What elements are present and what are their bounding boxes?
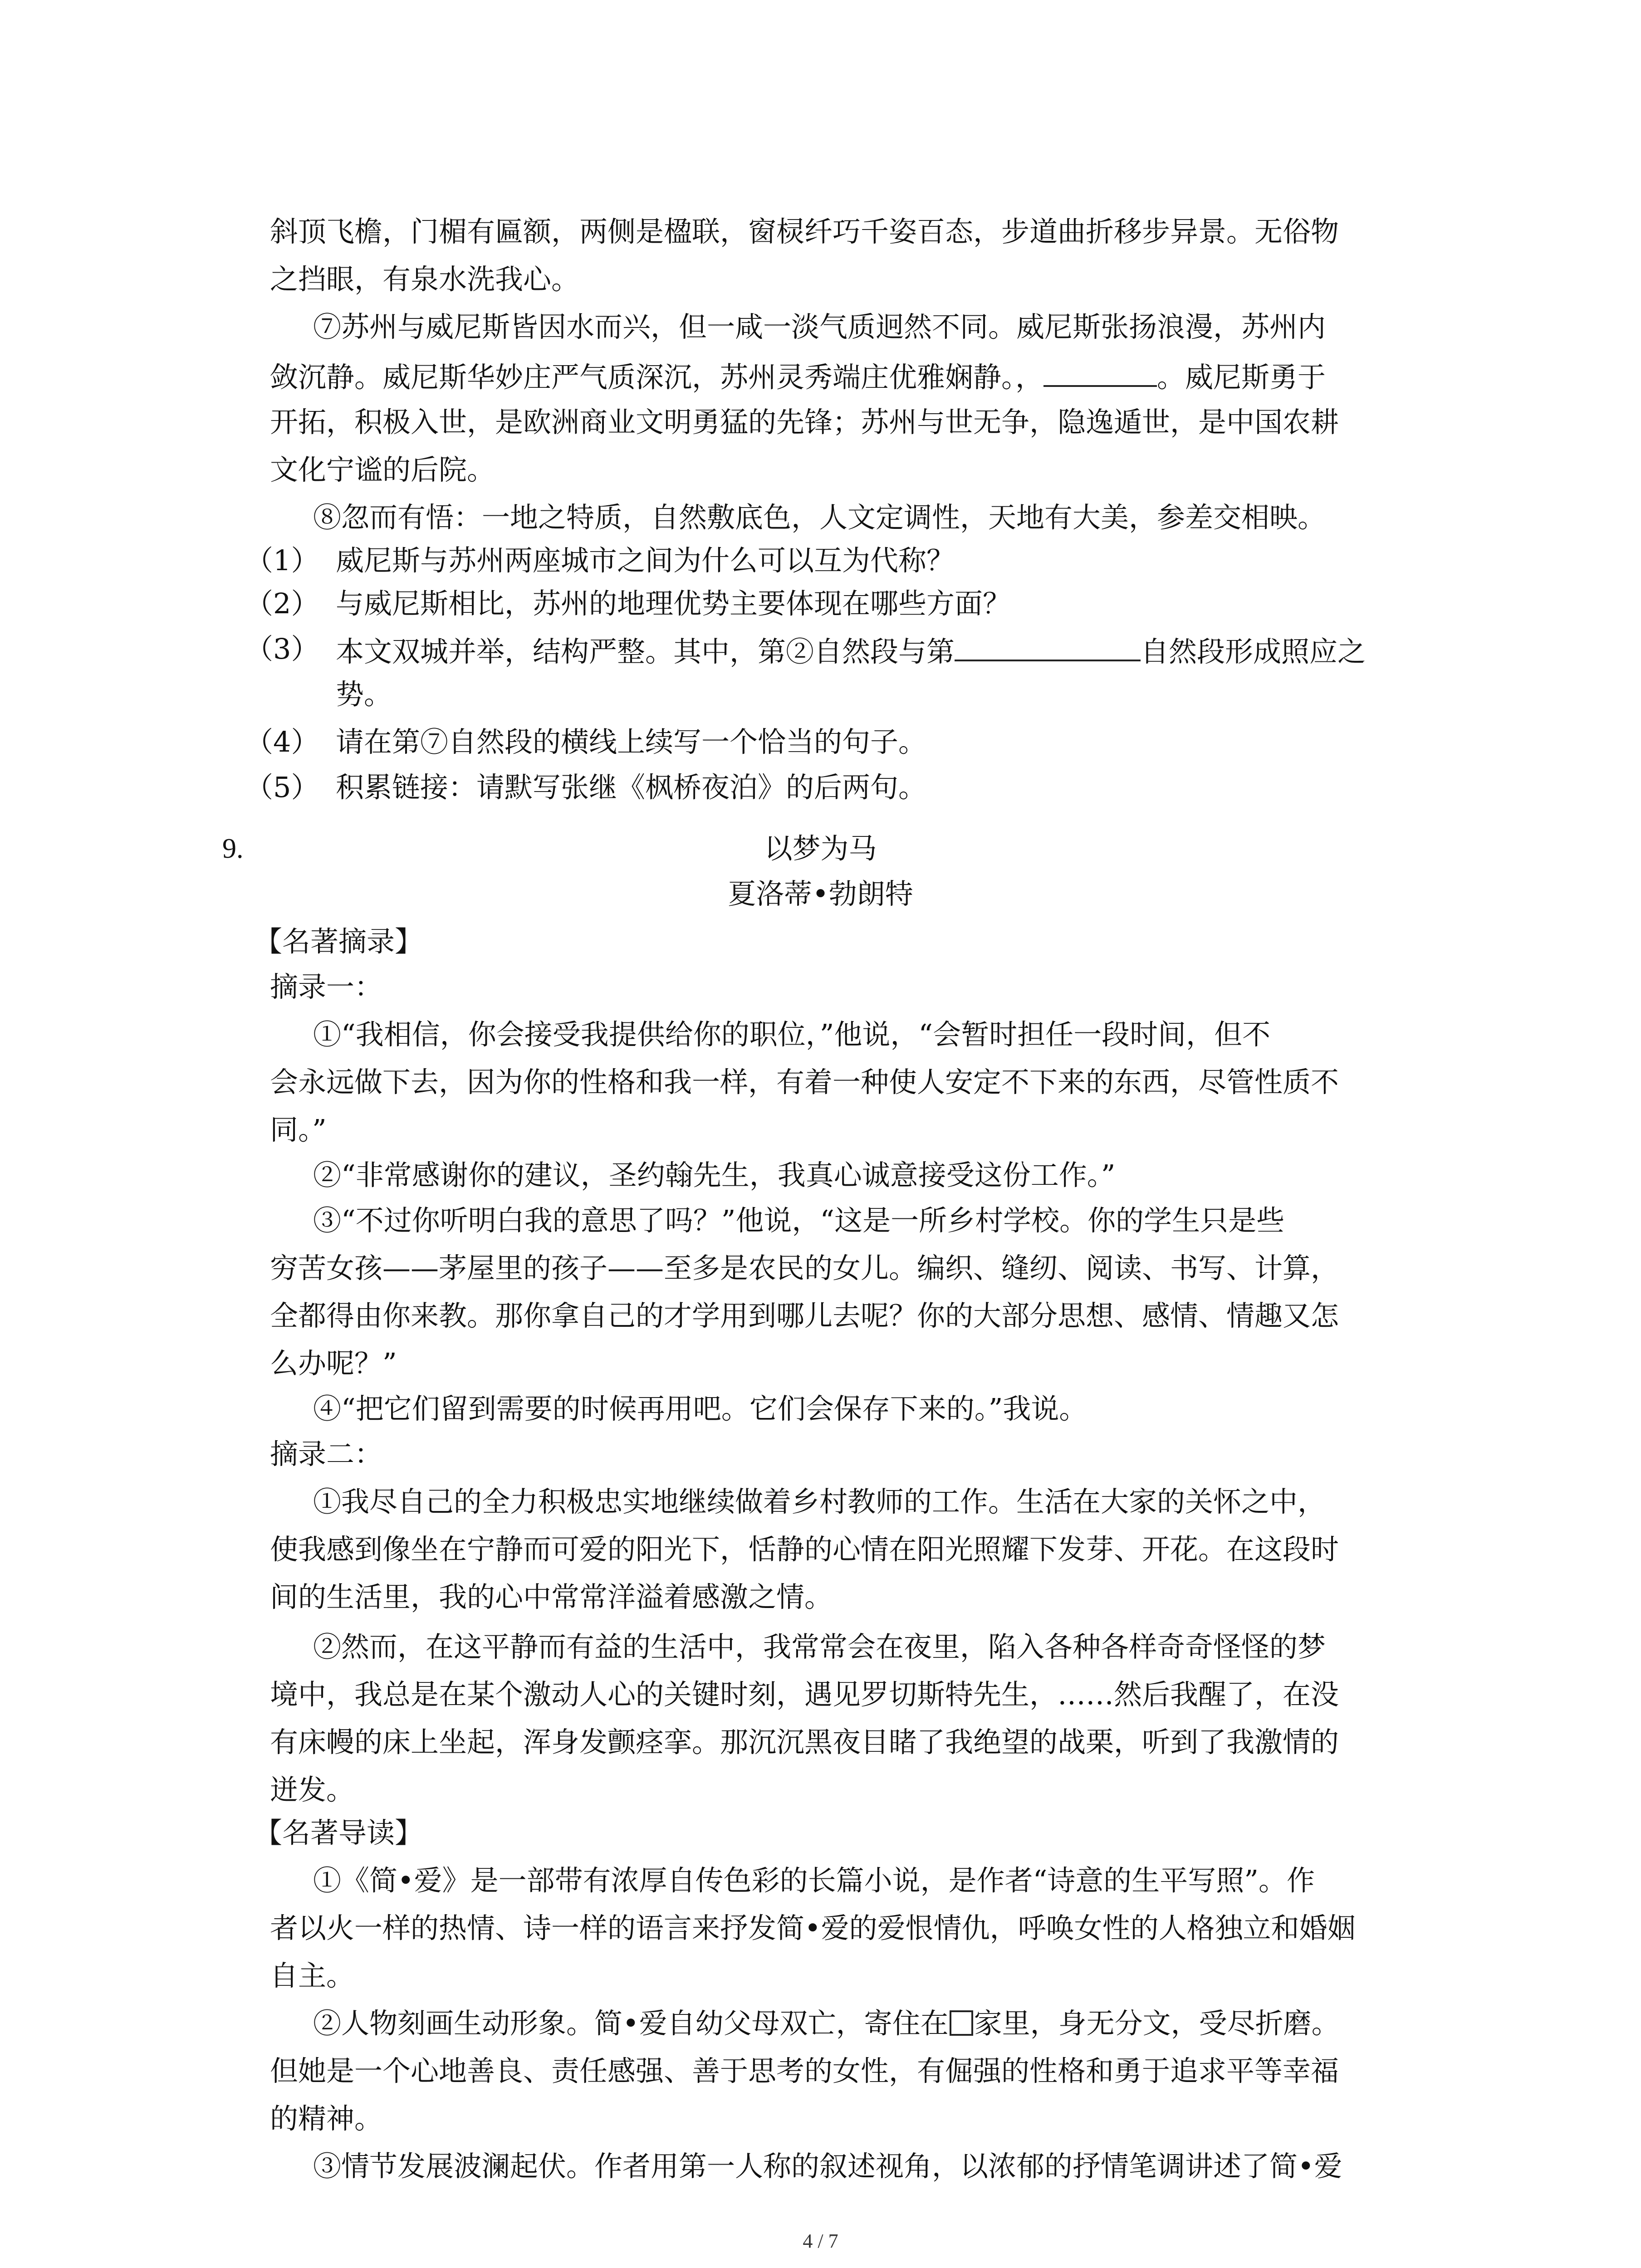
question-number: （3） <box>245 632 319 665</box>
excerpt-line: 迸发。 <box>270 1773 355 1806</box>
question-text: 自然段形成照应之 <box>1141 635 1366 668</box>
question-number: （2） <box>245 587 319 620</box>
excerpt-2-label: 摘录二： <box>270 1437 383 1471</box>
passage-line <box>270 361 1326 394</box>
excerpt-line: 使我感到像坐在宁静而可爱的阳光下，恬静的心情在阳光照耀下发芽、开花。在这段时 <box>270 1533 1339 1566</box>
guide-line <box>313 2009 1340 2038</box>
question-text: 威尼斯与苏州两座城市之间为什么可以互为代称？ <box>336 544 955 577</box>
excerpt-line: 全都得由你来教。那你拿自己的才学用到哪儿去呢？你的大部分思想、感情、情趣又怎 <box>270 1299 1339 1332</box>
excerpt-line: ②然而，在这平静而有益的生活中，我常常会在夜里，陷入各种各样奇奇怪怪的梦 <box>313 1630 1326 1663</box>
guide-line: ①《简•爱》是一部带有浓厚自传色彩的长篇小说，是作者“诗意的生平写照”。作 <box>313 1864 1315 1897</box>
question-text-wrap <box>336 635 1366 666</box>
guide-text: ②人物刻画生动形象。简•爱自幼父母双亡，寄住在 <box>313 2007 949 2040</box>
excerpt-line: ③“不过你听明白我的意思了吗？”他说，“这是一所乡村学校。你的学生只是些 <box>313 1204 1285 1237</box>
guide-text: 家里，身无分文，受尽折磨。 <box>974 2007 1340 2040</box>
excerpt-1-label: 摘录一： <box>270 970 383 1003</box>
section-number: 9. <box>222 833 244 864</box>
missing-char-box <box>950 2010 973 2036</box>
guide-line: ③情节发展波澜起伏。作者用第一人称的叙述视角，以浓郁的抒情笔调讲述了简•爱 <box>313 2150 1342 2183</box>
question-text: 势。 <box>336 678 392 711</box>
passage-text: 。威尼斯勇于 <box>1157 361 1326 394</box>
section-title: 以梦为马 <box>764 832 877 865</box>
excerpt-line: 么办呢？” <box>270 1347 397 1380</box>
passage-line: ⑧忽而有悟：一地之特质，自然敷底色，人文定调性，天地有大美，参差交相映。 <box>313 501 1326 534</box>
question-text: 与威尼斯相比，苏州的地理优势主要体现在哪些方面？ <box>336 587 1011 620</box>
heading-guide: 【名著导读】 <box>254 1816 423 1849</box>
question-number: （5） <box>245 771 319 804</box>
passage-line: 文化宁谧的后院。 <box>270 453 495 486</box>
excerpt-line: 会永远做下去，因为你的性格和我一样，有着一种使人安定不下来的东西，尽管性质不 <box>270 1066 1339 1099</box>
question-number: （4） <box>245 725 319 758</box>
excerpt-line: 穷苦女孩——茅屋里的孩子——至多是农民的女儿。编织、缝纫、阅读、书写、计算， <box>270 1251 1339 1285</box>
question-number: （1） <box>245 544 319 577</box>
passage-text: 敛沉静。威尼斯华妙庄严气质深沉，苏州灵秀端庄优雅娴静。， <box>270 361 1044 394</box>
question-text: 积累链接：请默写张继《枫桥夜泊》的后两句。 <box>336 771 927 804</box>
excerpt-line: 同。” <box>270 1113 327 1146</box>
fill-blank <box>955 635 1141 661</box>
excerpt-line: ①“我相信，你会接受我提供给你的职位，”他说，“会暂时担任一段时间，但不 <box>313 1018 1271 1051</box>
excerpt-line: 间的生活里，我的心中常常洋溢着感激之情。 <box>270 1580 833 1613</box>
passage-line: 斜顶飞檐，门楣有匾额，两侧是楹联，窗棂纤巧千姿百态，步道曲折移步异景。无俗物 <box>270 215 1339 248</box>
excerpt-line: ④“把它们留到需要的时候再用吧。它们会保存下来的。”我说。 <box>313 1392 1087 1425</box>
guide-line: 自主。 <box>270 1959 355 1992</box>
passage-line: ⑦苏州与威尼斯皆因水而兴，但一咸一淡气质迥然不同。威尼斯张扬浪漫，苏州内 <box>313 310 1326 343</box>
section-author: 夏洛蒂•勃朗特 <box>728 877 913 910</box>
page-number: 4 / 7 <box>803 2230 838 2252</box>
heading-excerpts: 【名著摘录】 <box>254 925 423 958</box>
question-text: 本文双城并举，结构严整。其中，第②自然段与第 <box>336 635 955 668</box>
excerpt-line: ①我尽自己的全力积极忠实地继续做着乡村教师的工作。生活在大家的关怀之中， <box>313 1485 1326 1518</box>
excerpt-line: ②“非常感谢你的建议，圣约翰先生，我真心诚意接受这份工作。” <box>313 1158 1116 1192</box>
excerpt-line: 境中，我总是在某个激动人心的关键时刻，遇见罗切斯特先生，……然后我醒了，在没 <box>270 1678 1339 1711</box>
guide-line: 的精神。 <box>270 2102 383 2135</box>
guide-line: 者以火一样的热情、诗一样的语言来抒发简•爱的爱恨情仇，呼唤女性的人格独立和婚姻 <box>270 1911 1356 1945</box>
guide-line: 但她是一个心地善良、责任感强、善于思考的女性，有倔强的性格和勇于追求平等幸福 <box>270 2054 1339 2087</box>
excerpt-line: 有床幔的床上坐起，浑身发颤痉挛。那沉沉黑夜目睹了我绝望的战栗，听到了我激情的 <box>270 1725 1339 1759</box>
passage-line: 开拓，积极入世，是欧洲商业文明勇猛的先锋；苏州与世无争，隐逸遁世，是中国农耕 <box>270 406 1339 439</box>
passage-line: 之挡眼，有泉水洗我心。 <box>270 263 580 296</box>
question-text: 请在第⑦自然段的横线上续写一个恰当的句子。 <box>336 725 927 758</box>
fill-blank <box>1043 361 1157 387</box>
